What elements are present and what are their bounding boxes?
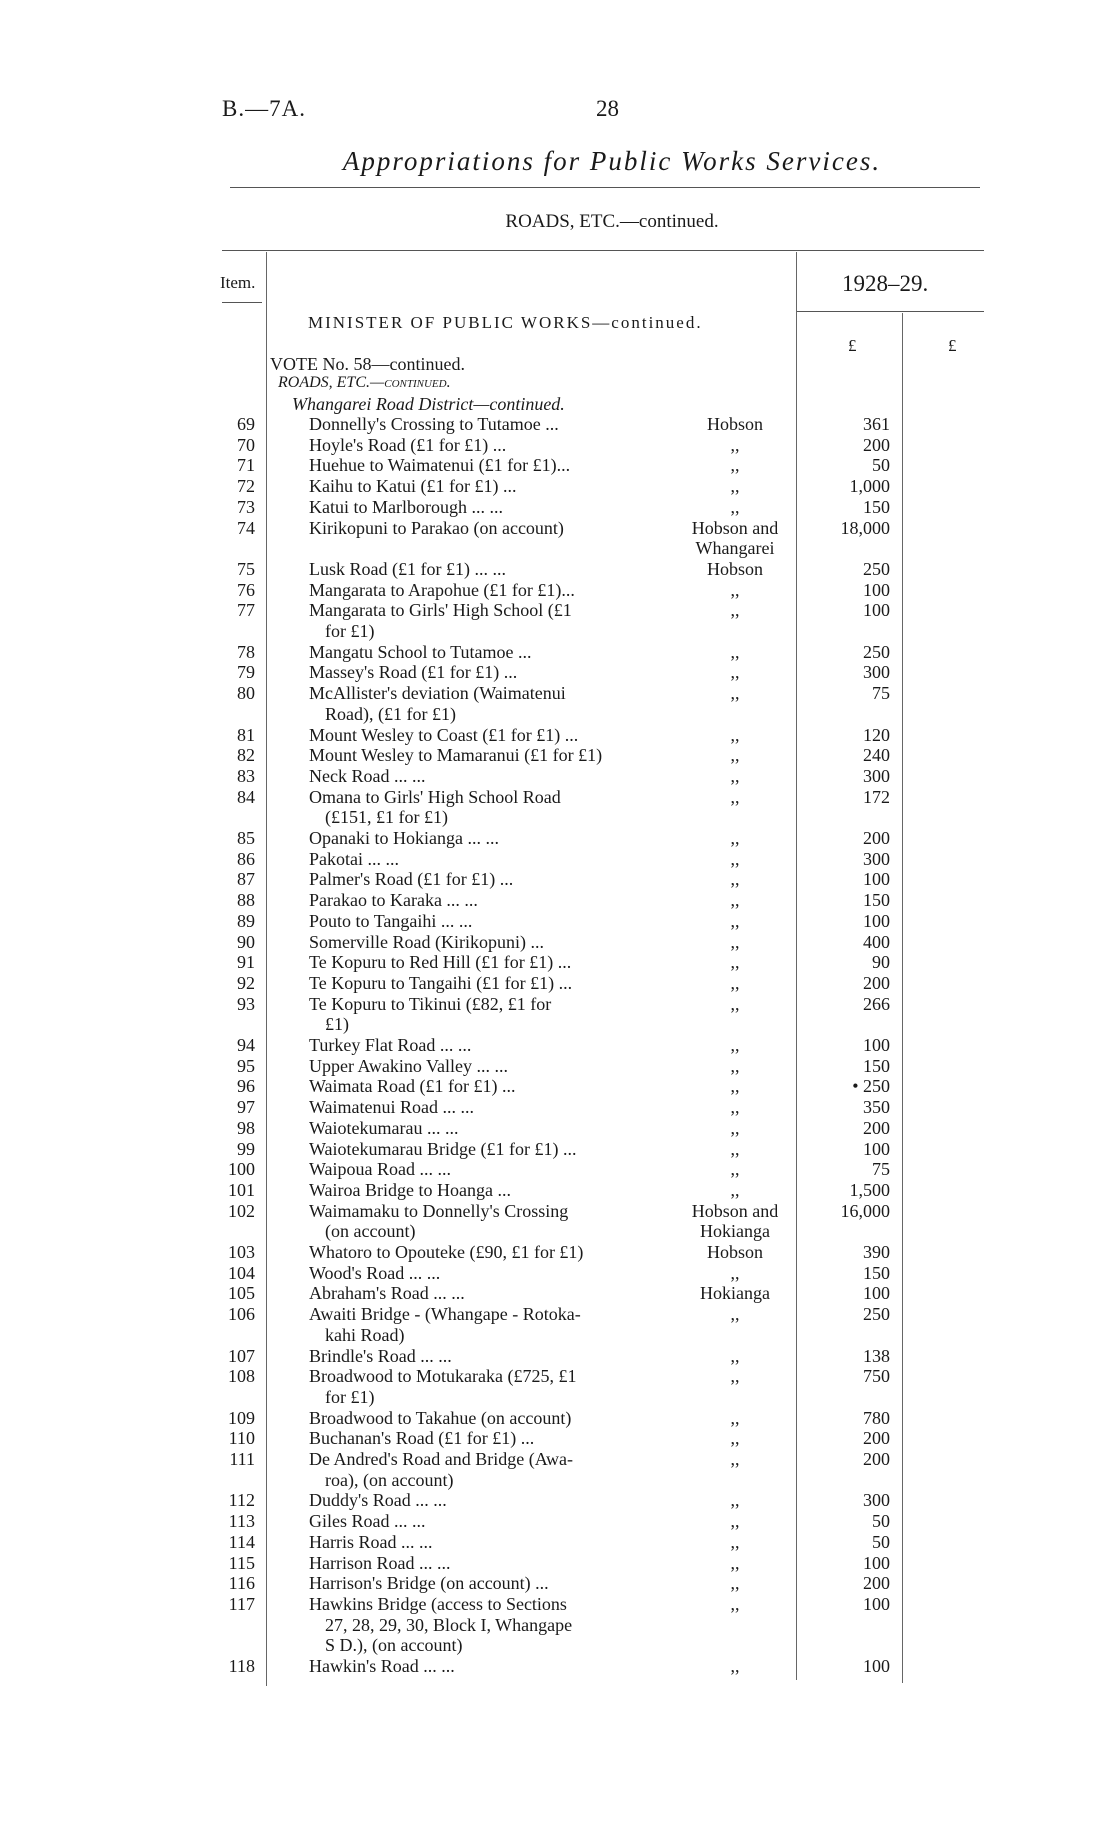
table-row — [0, 1428, 1114, 1449]
table-row — [0, 1594, 1114, 1656]
electoral-district: ,, — [730, 931, 740, 952]
table-row — [0, 973, 1114, 994]
electoral-district: ,, — [730, 1304, 740, 1325]
item-number: 71 — [237, 455, 255, 476]
item-description: Buchanan's Road (£1 for £1) ... — [309, 1428, 535, 1449]
item-description: Giles Road ... ... — [309, 1511, 426, 1532]
electoral-district: Hobson — [706, 414, 763, 434]
table-row — [0, 414, 1114, 435]
electoral-district: ,, — [730, 745, 740, 766]
item-number: 91 — [237, 952, 255, 973]
item-description: Wood's Road ... ... — [309, 1262, 441, 1283]
item-description: Harris Road ... ... — [309, 1531, 433, 1552]
title-rule — [230, 187, 980, 188]
electoral-district: ,, — [730, 1531, 740, 1552]
electoral-district: ,, — [730, 1490, 740, 1511]
electoral-district: ,, — [730, 1076, 740, 1097]
page-number: 28 — [596, 96, 619, 121]
amount-value: 150 — [863, 496, 890, 517]
amount-value: 120 — [863, 724, 890, 745]
table-row — [0, 766, 1114, 787]
table-row — [0, 642, 1114, 663]
electoral-district: ,, — [730, 1407, 740, 1428]
item-description: Mount Wesley to Mamaranui (£1 for £1) — [309, 745, 603, 766]
item-number: 83 — [237, 765, 255, 786]
amount-value: 390 — [863, 1242, 890, 1262]
item-description: Waipoua Road ... ... — [309, 1159, 452, 1180]
electoral-district: ,, — [730, 600, 740, 621]
table-row — [0, 1159, 1114, 1180]
item-number: 96 — [237, 1076, 255, 1097]
minister-heading — [308, 313, 703, 333]
amount-value: 172 — [863, 786, 890, 807]
table-row — [0, 725, 1114, 746]
amount-value: 300 — [863, 1490, 890, 1511]
table-row — [0, 580, 1114, 601]
section-subtitle: ROADS, ETC.—continued. — [505, 211, 719, 232]
item-description: Lusk Road (£1 for £1) ... ... — [309, 558, 506, 579]
amount-value: 18,000 — [840, 517, 890, 538]
table-row — [0, 1097, 1114, 1118]
item-description: Te Kopuru to Red Hill (£1 for £1) ... — [309, 952, 572, 973]
amount-value: 200 — [863, 1449, 890, 1469]
item-description: for £1) — [325, 620, 375, 641]
item-description: Broadwood to Motukaraka (£725, £1 — [309, 1366, 577, 1387]
electoral-district: ,, — [730, 1593, 740, 1614]
item-description: Mangarata to Arapohue (£1 for £1)... — [309, 579, 575, 600]
electoral-district: ,, — [730, 476, 740, 497]
table-row — [0, 890, 1114, 911]
electoral-district: ,, — [730, 641, 740, 662]
amount-value: 200 — [863, 1428, 890, 1449]
item-number: 80 — [237, 683, 255, 704]
amount-value: 200 — [863, 828, 890, 848]
table-row — [0, 476, 1114, 497]
item-description: S D.), (on account) — [325, 1635, 463, 1656]
amount-value: 100 — [863, 1138, 890, 1159]
amount-value: 300 — [863, 662, 890, 683]
table-row — [0, 1118, 1114, 1139]
electoral-district: ,, — [730, 848, 740, 869]
table-row — [0, 1263, 1114, 1284]
table-row — [0, 994, 1114, 1035]
item-description: Wairoa Bridge to Hoanga ... — [309, 1179, 511, 1200]
item-description: (on account) — [325, 1221, 416, 1242]
electoral-district: ,, — [730, 786, 740, 807]
item-number: 109 — [228, 1407, 255, 1428]
item-number: 116 — [228, 1573, 255, 1594]
item-number: 111 — [229, 1449, 255, 1469]
document-reference: B.—7A. — [222, 96, 306, 121]
item-number: 77 — [237, 600, 255, 621]
amount-value: 16,000 — [840, 1200, 890, 1221]
item-number: 115 — [228, 1552, 255, 1573]
item-number: 100 — [228, 1159, 255, 1180]
table-row — [0, 787, 1114, 828]
electoral-district: ,, — [730, 724, 740, 745]
table-row — [0, 1035, 1114, 1056]
amount-value: 780 — [863, 1407, 890, 1428]
table-row — [0, 1408, 1114, 1429]
item-number: 89 — [237, 910, 255, 931]
item-number: 97 — [237, 1097, 255, 1118]
amount-value: 250 — [863, 641, 890, 662]
table-row — [0, 849, 1114, 870]
table-row — [0, 1366, 1114, 1407]
electoral-district: Hokianga — [700, 1283, 770, 1304]
amount-value: 150 — [863, 1262, 890, 1283]
table-row — [0, 1076, 1114, 1097]
table-row — [0, 1573, 1114, 1594]
electoral-district: Hobson — [706, 1242, 763, 1262]
amount-value: 361 — [863, 414, 890, 434]
table-row — [0, 1201, 1114, 1242]
item-description: Duddy's Road ... ... — [309, 1490, 447, 1511]
amount-value: 100 — [863, 600, 890, 621]
table-row — [0, 1532, 1114, 1553]
item-description: Opanaki to Hokianga ... ... — [309, 828, 499, 848]
item-number: 75 — [237, 558, 255, 579]
item-description: Pouto to Tangaihi ... ... — [309, 910, 473, 931]
item-number: 103 — [228, 1242, 255, 1262]
table-row — [0, 1346, 1114, 1367]
amount-value: 200 — [863, 972, 890, 993]
item-description: Kirikopuni to Parakao (on account) — [309, 517, 564, 538]
item-number: 87 — [237, 869, 255, 890]
table-row — [0, 1180, 1114, 1201]
amount-value: 50 — [872, 1511, 890, 1532]
item-number: 98 — [237, 1117, 255, 1138]
item-column-header: Item. — [220, 273, 256, 292]
amount-value: 250 — [863, 1304, 890, 1325]
electoral-district: ,, — [730, 1179, 740, 1200]
table-row — [0, 1056, 1114, 1077]
electoral-district: ,, — [730, 1428, 740, 1449]
item-description: Waimatenui Road ... ... — [309, 1097, 475, 1118]
item-number: 94 — [237, 1035, 255, 1055]
item-description: Waiotekumarau ... ... — [309, 1117, 459, 1138]
electoral-district: ,, — [730, 1366, 740, 1387]
table-row — [0, 932, 1114, 953]
item-description: Waimamaku to Donnelly's Crossing — [309, 1200, 569, 1221]
item-number: 117 — [228, 1593, 255, 1614]
electoral-district: Hobson and — [691, 1200, 779, 1221]
item-description: Mount Wesley to Coast (£1 for £1) ... — [309, 724, 579, 745]
item-number: 70 — [237, 434, 255, 455]
item-number: 79 — [237, 662, 255, 683]
currency-header-1: £ — [848, 336, 857, 355]
electoral-district: Hokianga — [700, 1221, 770, 1242]
table-row — [0, 1490, 1114, 1511]
item-description: Hawkin's Road ... ... — [309, 1656, 455, 1676]
electoral-district: ,, — [730, 683, 740, 704]
item-description: Kaihu to Katui (£1 for £1) ... — [309, 476, 517, 497]
table-row — [0, 1283, 1114, 1304]
amount-value: 200 — [863, 1117, 890, 1138]
table-top-rule — [222, 250, 984, 251]
item-header-rule — [222, 302, 262, 303]
electoral-district: ,, — [730, 1035, 740, 1055]
electoral-district: ,, — [730, 890, 740, 911]
table-row — [0, 1139, 1114, 1160]
item-description: roa), (on account) — [325, 1469, 454, 1490]
item-description: Whatoro to Opouteke (£90, £1 for £1) — [309, 1242, 584, 1262]
item-description: £1) — [325, 1014, 349, 1035]
electoral-district: ,, — [730, 662, 740, 683]
amount-value: 90 — [872, 952, 890, 973]
item-number: 102 — [228, 1200, 255, 1221]
amount-value: 200 — [863, 1573, 890, 1594]
amount-value: 75 — [872, 1159, 890, 1180]
item-description: Te Kopuru to Tangaihi (£1 for £1) ... — [309, 972, 573, 993]
item-number: 92 — [237, 972, 255, 993]
electoral-district: ,, — [730, 869, 740, 890]
amount-value: 150 — [863, 890, 890, 911]
amount-value: 1,500 — [849, 1179, 890, 1200]
item-number: 106 — [228, 1304, 255, 1325]
year-header-rule — [796, 311, 984, 312]
item-number: 107 — [228, 1345, 255, 1366]
electoral-district: ,, — [730, 952, 740, 973]
item-description: Somerville Road (Kirikopuni) ... — [309, 931, 544, 952]
amount-value: 350 — [863, 1097, 890, 1118]
year-column-header: 1928–29. — [842, 271, 929, 296]
item-description: Omana to Girls' High School Road — [309, 786, 561, 807]
table-row — [0, 1511, 1114, 1532]
item-description: Mangarata to Girls' High School (£1 — [309, 600, 572, 621]
amount-value: 150 — [863, 1055, 890, 1076]
amount-value: 50 — [872, 455, 890, 476]
electoral-district: ,, — [730, 1345, 740, 1366]
electoral-district: ,, — [730, 1656, 740, 1676]
table-row — [0, 911, 1114, 932]
table-row — [0, 559, 1114, 580]
electoral-district: ,, — [730, 910, 740, 931]
page-title: Appropriations for Public Works Services. — [342, 146, 882, 176]
item-number: 101 — [228, 1179, 255, 1200]
electoral-district: ,, — [730, 993, 740, 1014]
electoral-district: ,, — [730, 1055, 740, 1076]
item-description: Huehue to Waimatenui (£1 for £1)... — [309, 455, 571, 476]
item-description: Upper Awakino Valley ... ... — [309, 1055, 508, 1076]
item-number: 85 — [237, 828, 255, 848]
item-number: 112 — [228, 1490, 255, 1511]
item-description: Pakotai ... ... — [309, 848, 399, 869]
amount-value: 100 — [863, 1035, 890, 1055]
item-description: Brindle's Road ... ... — [309, 1345, 452, 1366]
electoral-district: Whangarei — [695, 538, 775, 559]
item-description: Harrison Road ... ... — [309, 1552, 451, 1573]
table-row — [0, 1242, 1114, 1263]
amount-value: 250 — [863, 558, 890, 579]
item-number: 110 — [228, 1428, 255, 1449]
item-description: Mangatu School to Tutamoe ... — [309, 641, 532, 662]
electoral-district: ,, — [730, 828, 740, 848]
table-row — [0, 455, 1114, 476]
amount-value: 750 — [863, 1366, 890, 1387]
item-description: Hawkins Bridge (access to Sections — [309, 1593, 567, 1614]
amount-value: 266 — [863, 993, 890, 1014]
item-description: Harrison's Bridge (on account) ... — [309, 1573, 549, 1594]
electoral-district: ,, — [730, 1573, 740, 1594]
item-description: Parakao to Karaka ... ... — [309, 890, 478, 911]
amount-value: 138 — [863, 1345, 890, 1366]
item-number: 69 — [237, 414, 255, 434]
electoral-district: ,, — [730, 455, 740, 476]
item-number: 73 — [237, 496, 255, 517]
electoral-district: ,, — [730, 1449, 740, 1469]
amount-value: 100 — [863, 579, 890, 600]
item-number: 74 — [237, 517, 255, 538]
item-number: 113 — [228, 1511, 255, 1532]
electoral-district: ,, — [730, 579, 740, 600]
amount-value: 300 — [863, 848, 890, 869]
electoral-district: ,, — [730, 1552, 740, 1573]
electoral-district: ,, — [730, 1262, 740, 1283]
item-number: 90 — [237, 931, 255, 952]
vote-heading: VOTE No. 58—continued. — [270, 354, 465, 374]
item-description: Waimata Road (£1 for £1) ... — [309, 1076, 516, 1097]
table-row — [0, 745, 1114, 766]
item-number: 105 — [228, 1283, 255, 1304]
item-number: 86 — [237, 848, 255, 869]
item-description: kahi Road) — [325, 1324, 405, 1345]
amount-value: 240 — [863, 745, 890, 766]
minister-heading-text: MINISTER OF PUBLIC WORKS—continued. — [308, 313, 703, 332]
item-description: Massey's Road (£1 for £1) ... — [309, 662, 518, 683]
amount-value: 100 — [863, 910, 890, 931]
item-number: 108 — [228, 1366, 255, 1387]
electoral-district: ,, — [730, 1117, 740, 1138]
item-description: Waiotekumarau Bridge (£1 for £1) ... — [309, 1138, 577, 1159]
item-description: Awaiti Bridge - (Whangape - Rotoka- — [309, 1304, 581, 1325]
table-row — [0, 1449, 1114, 1490]
item-number: 104 — [228, 1262, 255, 1283]
item-description: Neck Road ... ... — [309, 765, 426, 786]
item-description: Hoyle's Road (£1 for £1) ... — [309, 434, 507, 455]
amount-value: 400 — [863, 931, 890, 952]
table-row — [0, 600, 1114, 641]
amount-value: 50 — [872, 1531, 890, 1552]
item-description: 27, 28, 29, 30, Block I, Whangape — [325, 1614, 573, 1635]
table-row — [0, 497, 1114, 518]
item-description: Te Kopuru to Tikinui (£82, £1 for — [309, 993, 552, 1014]
item-description: (£151, £1 for £1) — [325, 807, 448, 828]
electoral-district: ,, — [730, 496, 740, 517]
item-description: Palmer's Road (£1 for £1) ... — [309, 869, 514, 890]
table-row — [0, 518, 1114, 559]
item-description: for £1) — [325, 1386, 375, 1407]
item-description: Katui to Marlborough ... ... — [309, 496, 503, 517]
electoral-district: ,, — [730, 434, 740, 455]
item-description: Broadwood to Takahue (on account) — [309, 1407, 572, 1428]
amount-value: 100 — [863, 1593, 890, 1614]
electoral-district: ,, — [730, 1138, 740, 1159]
table-row — [0, 662, 1114, 683]
amount-value: 300 — [863, 765, 890, 786]
roads-heading: ROADS, ETC.—continued. — [278, 374, 451, 391]
table-row — [0, 1553, 1114, 1574]
electoral-district: ,, — [730, 1511, 740, 1532]
table-row — [0, 952, 1114, 973]
table-row — [0, 1304, 1114, 1345]
amount-value: 100 — [863, 1283, 890, 1304]
amount-value: 75 — [872, 683, 890, 704]
item-number: 72 — [237, 476, 255, 497]
item-description: Abraham's Road ... ... — [309, 1283, 465, 1304]
electoral-district: ,, — [730, 1097, 740, 1118]
item-description: Road), (£1 for £1) — [325, 703, 456, 724]
electoral-district: Hobson and — [691, 517, 779, 538]
table-row — [0, 869, 1114, 890]
item-number: 95 — [237, 1055, 255, 1076]
electoral-district: ,, — [730, 765, 740, 786]
amount-value: 100 — [863, 869, 890, 890]
item-number: 93 — [237, 993, 255, 1014]
item-number: 78 — [237, 641, 255, 662]
electoral-district: ,, — [730, 1159, 740, 1180]
item-number: 118 — [228, 1656, 255, 1676]
amount-value: 200 — [863, 434, 890, 455]
item-number: 82 — [237, 745, 255, 766]
item-number: 99 — [237, 1138, 255, 1159]
district-heading: Whangarei Road District—continued. — [292, 394, 565, 414]
item-number: 76 — [237, 579, 255, 600]
item-description: Donnelly's Crossing to Tutamoe ... — [309, 414, 559, 434]
table-row — [0, 1656, 1114, 1677]
item-description: De Andred's Road and Bridge (Awa- — [309, 1449, 574, 1469]
amount-value: 100 — [863, 1552, 890, 1573]
electoral-district: Hobson — [706, 558, 763, 579]
item-description: Turkey Flat Road ... ... — [309, 1035, 472, 1055]
amount-value: • 250 — [852, 1076, 890, 1097]
currency-header-2: £ — [948, 336, 957, 355]
amount-value: 1,000 — [849, 476, 890, 497]
item-number: 88 — [237, 890, 255, 911]
amount-value: 100 — [863, 1656, 890, 1676]
table-row — [0, 828, 1114, 849]
table-row — [0, 435, 1114, 456]
item-number: 81 — [237, 724, 255, 745]
electoral-district: ,, — [730, 972, 740, 993]
item-description: McAllister's deviation (Waimatenui — [309, 683, 566, 704]
item-number: 84 — [237, 786, 255, 807]
table-row — [0, 683, 1114, 724]
item-number: 114 — [228, 1531, 255, 1552]
